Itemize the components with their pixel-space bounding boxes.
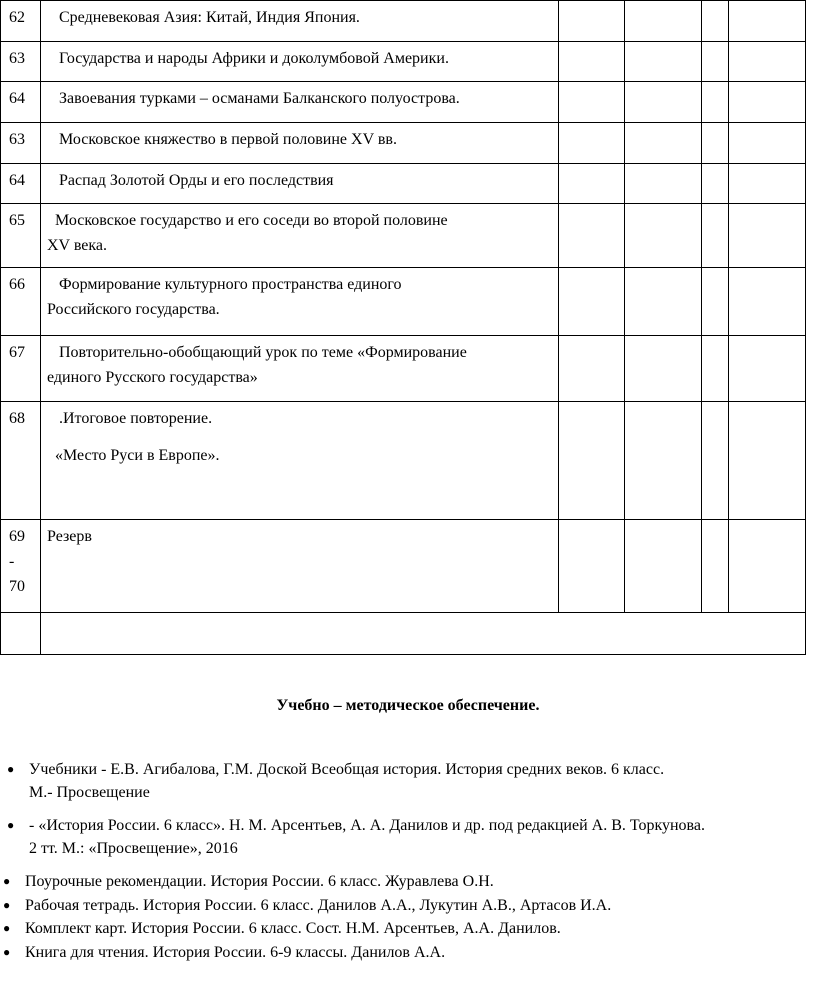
empty-cell [702, 336, 729, 402]
empty-cell [559, 268, 625, 336]
empty-cell [702, 520, 729, 613]
empty-cell [1, 613, 41, 655]
empty-cell [559, 1, 625, 42]
lesson-topic: Средневековая Азия: Китай, Индия Япония. [41, 1, 559, 42]
list-item: ● Рабочая тетрадь. История России. 6 класс. Данилов А.А., Лукутин А.В., Артасов И.А. [25, 894, 815, 918]
lesson-topic: Московское государство и его соседи во второй половине XV века. [41, 204, 559, 268]
empty-cell [625, 82, 702, 123]
lesson-number: 63 [1, 42, 41, 82]
empty-cell [702, 123, 729, 164]
empty-cell [559, 42, 625, 82]
lesson-number: 66 [1, 268, 41, 336]
lesson-number: 62 [1, 1, 41, 42]
table-row [1, 42, 806, 82]
bullet-icon: ● [3, 874, 11, 888]
empty-cell [702, 42, 729, 82]
table-row [1, 268, 806, 336]
empty-cell [729, 268, 806, 336]
empty-cell [625, 268, 702, 336]
empty-cell [625, 204, 702, 268]
lesson-number: 64 [1, 82, 41, 123]
empty-cell [702, 402, 729, 520]
table-row [1, 204, 806, 268]
empty-cell [625, 1, 702, 42]
list-item: ● Учебники - Е.В. Агибалова, Г.М. Доской Всеобщая история. История средних веков. 6 класс. М.- Просвещение [29, 758, 816, 804]
bullet-icon: ● [3, 897, 11, 912]
empty-cell [625, 520, 702, 613]
empty-cell [625, 123, 702, 164]
table-row [1, 402, 806, 520]
table-row [1, 1, 806, 42]
lesson-number: 67 [1, 336, 41, 402]
table-row [1, 520, 806, 613]
table-row [1, 164, 806, 204]
empty-cell [702, 268, 729, 336]
textbook-list [7, 758, 816, 870]
empty-cell [559, 123, 625, 164]
empty-cell [729, 402, 806, 520]
empty-cell [729, 336, 806, 402]
bullet-icon: ● [3, 944, 11, 959]
table-row [1, 82, 806, 123]
empty-cell [625, 336, 702, 402]
lesson-topic: Формирование культурного пространства единого Российского государства. [41, 268, 559, 336]
empty-cell [559, 204, 625, 268]
empty-cell [559, 336, 625, 402]
empty-cell [625, 42, 702, 82]
table-row [1, 336, 806, 402]
lesson-topic: Резерв [41, 520, 559, 613]
lesson-topic: Повторительно-обобщающий урок по теме «Формирование единого Русского государства» [41, 336, 559, 402]
lesson-number: 63 [1, 123, 41, 164]
empty-cell [702, 164, 729, 204]
list-item: ● Комплект карт. История России. 6 класс. Сост. Н.М. Арсентьев, А.А. Данилов. [25, 917, 815, 941]
list-item: ● - «История России. 6 класс». Н. М. Арсентьев, А. А. Данилов и др. под редакцией А. В. Торкунова. 2 тт. М.: «Просвещение», 2016 [29, 814, 816, 860]
empty-cell [559, 82, 625, 123]
lesson-topic: Московское княжество в первой половине XV вв. [41, 123, 559, 164]
lesson-topic: Завоевания турками – османами Балканского полуострова. [41, 82, 559, 123]
empty-cell [702, 204, 729, 268]
empty-cell [625, 402, 702, 520]
list-item: ● Книга для чтения. История России. 6-9 классы. Данилов А.А. [25, 941, 815, 965]
lesson-topic: Государства и народы Африки и доколумбовой Америки. [41, 42, 559, 82]
bullet-icon: ● [7, 762, 15, 776]
section-title: Учебно – методическое обеспечение. [276, 697, 540, 714]
bullet-icon: ● [7, 818, 15, 832]
list-item: ● Поурочные рекомендации. История России. 6 класс. Журавлева О.Н. [25, 870, 815, 894]
empty-cell [559, 520, 625, 613]
empty-cell [559, 164, 625, 204]
empty-cell [729, 123, 806, 164]
empty-cell [559, 402, 625, 520]
lesson-number: 68 [1, 402, 41, 520]
empty-cell [729, 520, 806, 613]
lesson-number: 65 [1, 204, 41, 268]
empty-cell [729, 82, 806, 123]
lesson-number: 69 - 70 [1, 520, 41, 613]
empty-cell [729, 1, 806, 42]
bullet-icon: ● [3, 921, 11, 935]
empty-cell [625, 164, 702, 204]
resources-list [3, 870, 815, 964]
lesson-topic: Распад Золотой Орды и его последствия [41, 164, 559, 204]
empty-cell [729, 42, 806, 82]
empty-cell [702, 1, 729, 42]
empty-cell [702, 82, 729, 123]
table-row [1, 123, 806, 164]
lesson-topic: .Итоговое повторение. «Место Руси в Европе». [41, 402, 559, 520]
empty-cell [729, 204, 806, 268]
lesson-number: 64 [1, 164, 41, 204]
table-row [1, 613, 806, 655]
empty-cell [41, 613, 806, 655]
empty-cell [729, 164, 806, 204]
